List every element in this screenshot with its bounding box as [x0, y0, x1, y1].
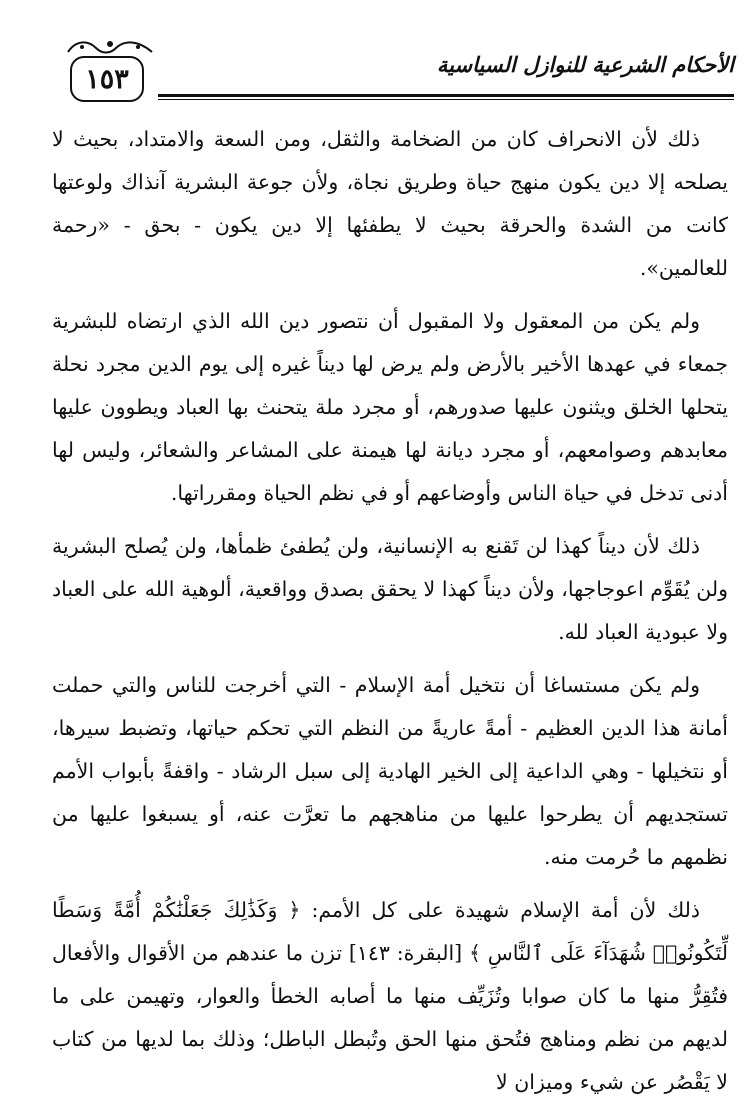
paragraph: ذلك لأن أمة الإسلام شهيدة على كل الأمم: ﴿ وَكَذَٰلِكَ جَعَلْنَٰكُمْ أُمَّةً وَسَطًا لِّتَكُونُوا۟ شُهَدَآءَ عَلَى ٱلنَّاسِ ﴾ [البقرة: ١٤٣] تزن ما عندهم من الأقوال والأفعال فتُقِرُّ منها ما كان صوابا وتُزَيِّف منها ما أصابه الخطأ والعوار، وتهيمن على ما لديهم من نظم ومناهج فتُحق منها الحق وتُبطل الباطل؛ وذلك بما لديها من كتاب لا يَقْصُر عن شيء وميزان لا	[52, 898, 728, 1094]
header-rule-thin	[158, 99, 734, 100]
page-header	[62, 38, 734, 106]
running-title: الأحكام الشرعية للنوازل السياسية	[436, 52, 734, 77]
ornament-icon	[62, 38, 158, 58]
page-number: ١٥٣	[70, 56, 144, 102]
header-rule	[158, 94, 734, 97]
main-text	[52, 118, 728, 1114]
paragraph: ولم يكن من المعقول ولا المقبول أن نتصور دين الله الذي ارتضاه للبشرية جمعاء في عهدها الأخير بالأرض ولم يرض لها ديناً غيره إلى يوم الدين مجرد نحلة يتحلها الخلق ويثنون عليها صدورهم، أو مجرد ملة يتحنث بها العباد ويطوون عليها معابدهم وصوامعهم، أو مجرد ديانة لها هيمنة على المشاعر والشعائر، وليس لها أدنى تدخل في حياة الناس وأوضاعهم أو في نظم الحياة ومقرراتها.	[52, 309, 728, 505]
paragraph: ذلك لأن ديناً كهذا لن تَقنع به الإنسانية، ولن يُطفئ ظمأها، ولن يُصلح البشرية ولن يُقَوِّم اعوجاجها، ولأن ديناً كهذا لا يحقق بصدق وواقعية، ألوهية الله على العباد ولا عبودية العباد لله.	[52, 534, 728, 644]
paragraph: ولم يكن مستساغا أن نتخيل أمة الإسلام - التي أخرجت للناس والتي حملت أمانة هذا الدين العظيم - أمةً عاريةً من النظم التي تحكم حياتها، وتضبط سيرها، أو نتخيلها - وهي الداعية إلى الخير الهادية إلى سبل الرشاد - واقفةً بأبواب الأمم تستجديهم أن يطرحوا عليها من مناهجهم ما تعرَّت عنه، أو يسبغوا عليها من نظمهم ما حُرمت منه.	[52, 673, 728, 869]
paragraph: ذلك لأن الانحراف كان من الضخامة والثقل، ومن السعة والامتداد، بحيث لا يصلحه إلا دين يكون منهج حياة وطريق نجاة، ولأن جوعة البشرية آنذاك ولوعتها كانت من الشدة والحرقة بحيث لا يطفئها إلا دين يكون - بحق - «رحمة للعالمين».	[52, 127, 728, 280]
